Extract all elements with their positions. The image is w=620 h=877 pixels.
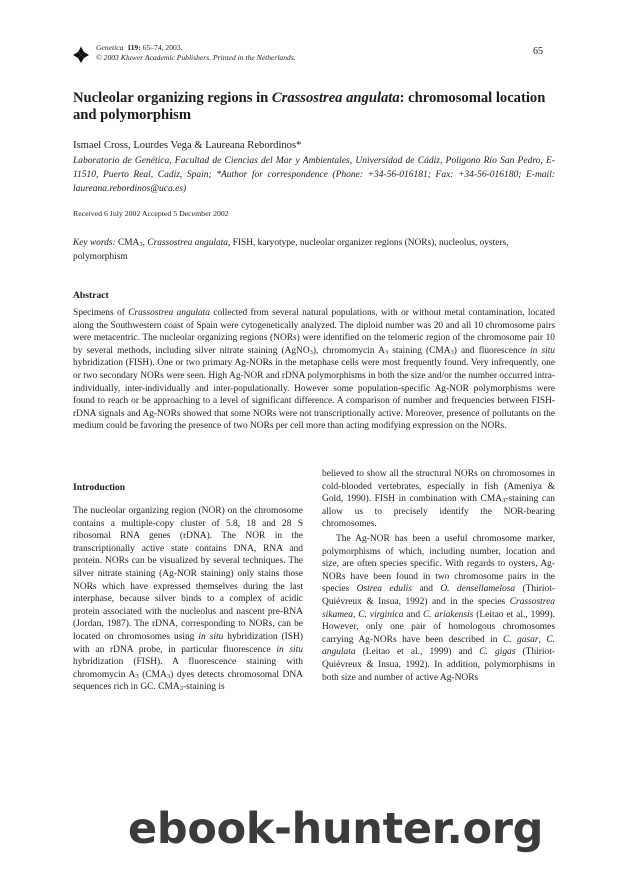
received-dates: Received 6 July 2002 Accepted 5 December 2002 xyxy=(73,209,229,218)
abstract-body: Specimens of Crassostrea angulata collected from several natural populations, with or without metal contamination, located along the Southwestern coast of Spain were cytogenetically analyzed. The diploid number was 20 and all 10 chromosome pairs were metacentric. The nucleolar organizing regions (NORs) were identified on the telomeric region of the chromosome pair 10 by several methods, including silver nitrate staining (AgNO$_3$), chromomycin $A_3$ staining $(CMA_3)$ and fluorescence in situ hybridization (FISH). One or two primary Ag-NORs in the metaphase cells were most frequently found. Very infrequently, one or two secondary NORs were seen. High Ag-NOR and rDNA polymorphisms in both the size and/or the number occurred intra-individually, inter-individually and inter-populationally. However some population-specific Ag-NOR polymorphisms were found to reach or be approaching to a level of significant difference. A comparison of number and frequencies between FISH-rDNA signals and Ag-NORs showed that some NORs were not transcriptionally active. Moreover, presence of pollutants on the medium could be favoring the presence of two NORs per cell more than acting modifying expression on the NORs. xyxy=(73,308,555,432)
keywords: Key words: $CMA_3$, Crassostrea angulata, FISH, karyotype, nucleolar organizer regions (NORs), nucleolus, oysters, polymorphism xyxy=(73,238,509,263)
article-title: Nucleolar organizing regions in Crassostrea angulata: chromosomal location and polymorphism xyxy=(73,90,546,123)
introduction-column-right xyxy=(322,468,555,684)
watermark: ebook-hunter.org xyxy=(128,804,544,854)
page-number: 65 xyxy=(533,46,543,57)
introduction-column-left: The nucleolar organizing region (NOR) on the chromosome contains a multiple-copy cluster of 5.8, 18 and 28 S ribosomal RNA genes (rDNA). The NOR in the transcriptionally active state contains DNA, RNA and protein. NORs can be visualized by several techniques. The silver nitrate staining (Ag-NOR staining) only stains those NORs which have expressed themselves during the last interphase, because silver binds to a complex of acidic protein associated with the nucleolus and nascent pre-RNA (Jordan, 1987). The rDNA, corresponding to NORs, can be located on chromosomes using in situ hybridization (ISH) with an rDNA probe, in particular fluorescence in situ hybridization (FISH). A fluorescence staining with chromomycin $A_3$ $(CMA_3)$ dyes detects chromosomal DNA sequences rich in GC. $CMA_3$-staining is xyxy=(73,506,304,693)
authors: Ismael Cross, Lourdes Vega & Laureana Rebordinos* xyxy=(73,140,302,151)
introduction-heading: Introduction xyxy=(73,482,126,493)
copyright-line: © 2003 Kluwer Academic Publishers. Printed in the Netherlands. xyxy=(96,53,296,62)
paragraph: believed to show all the structural NORs on chromosomes in cold-blooded vertebrates, especially in fish (Ameniya & Gold, 1990). FISH in combination with $CMA_3$-staining can allow us to precisely identify the NOR-bearing chromosomes. xyxy=(322,469,555,530)
journal-citation: Genetica 119: 65–74, 2003. © 2003 Kluwer Academic Publishers. Printed in the Netherlands. xyxy=(96,43,296,62)
affiliation: Laboratorio de Genética, Facultad de Ciencias del Mar y Ambientales, Universidad de Cádiz, Poligono Río San Pedro, E-11510, Puerto Real, Cadiz, Spain; *Author for correspondence (Phone: +34-56-016181; Fax: +34-56-016180; E-mail: laureana.rebordinos@uca.es) xyxy=(73,156,555,195)
publisher-logo-icon xyxy=(72,46,90,64)
abstract-heading: Abstract xyxy=(73,290,109,301)
paragraph: The Ag-NOR has been a useful chromosome marker, polymorphisms of which, including number, location and size, are often species specific. With regards to oysters, Ag-NORs have been found in two chromosome pairs in the species Ostrea edulis and O. densellamelosa (Thiriot-Quiévreux & Insua, 1992) and in the species Crassostrea sikamea, C. virginica and C. ariakensis (Leitao et al., 1999). However, only one pair of homologous chromosomes carrying Ag-NORs have been described in C. gasar, C. angulata (Leitao et al., 1999) and C. gigas (Thiriot-Quiévreux & Insua, 1992). In addition, polymorphisms in both size and number of active Ag-NORs xyxy=(322,533,556,683)
